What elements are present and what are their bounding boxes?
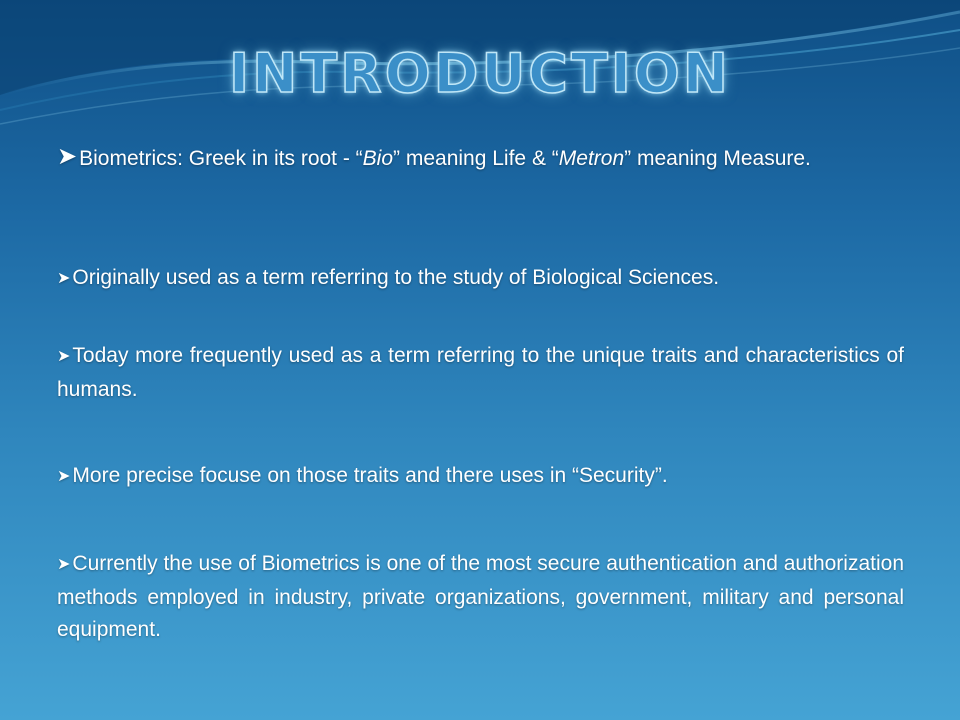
bullet-item	[57, 262, 904, 296]
bullet-item	[57, 460, 904, 494]
bullet-text-emphasis: Metron	[558, 147, 625, 170]
bullet-item	[57, 142, 904, 175]
bullet-text: Currently the use of Biometrics is one of the most secure authentication and authorization methods employed in industry, private organizations, government, military and personal equipment.	[57, 552, 904, 641]
slide-title: INTRODUCTION	[229, 42, 731, 105]
arrow-bullet-icon: ➤	[57, 348, 71, 365]
bullet-item	[57, 340, 904, 406]
arrow-bullet-icon: ➤	[57, 556, 71, 573]
bullet-text: Originally used as a term referring to the study of Biological Sciences.	[72, 266, 720, 289]
bullet-text: Biometrics: Greek in its root - “	[79, 147, 363, 170]
bullet-item	[57, 548, 904, 646]
bullet-text: More precise focuse on those traits and there uses in “Security”.	[72, 464, 668, 487]
arrow-bullet-icon: ➤	[57, 468, 71, 485]
bullet-text: ” meaning Measure.	[624, 147, 811, 170]
bullet-text: Today more frequently used as a term referring to the unique traits and characteristics of humans.	[57, 344, 904, 401]
bullet-text-emphasis: Bio	[362, 147, 394, 170]
bullet-text: ” meaning Life & “	[393, 147, 559, 170]
arrow-bullet-icon: ➤	[57, 143, 78, 170]
arrow-bullet-icon: ➤	[57, 270, 71, 287]
